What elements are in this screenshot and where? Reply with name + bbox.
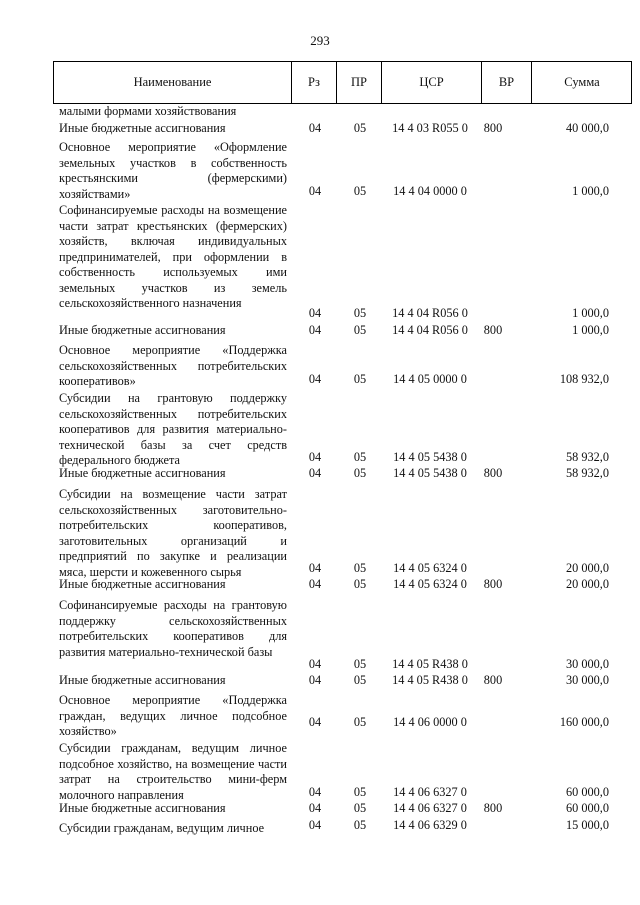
row-pr: 05 [353, 818, 367, 832]
row-pr: 05 [353, 306, 367, 320]
row-sum: 20 000,0 [565, 577, 609, 591]
header-pr: ПР [336, 62, 381, 103]
row-sum: 60 000,0 [565, 801, 609, 815]
row-name: Софинансируемые расходы на грантовую поддержку сельскохозяйственных потребительских кооперативов для развития материально-технической базы [59, 598, 287, 659]
row-pr: 05 [353, 372, 367, 386]
header-vr: ВР [481, 62, 531, 103]
row-pr: 05 [353, 466, 367, 480]
row-sum: 1 000,0 [572, 306, 609, 320]
row-pr: 05 [353, 577, 367, 591]
row-sum: 160 000,0 [559, 715, 609, 729]
row-csr: 14 4 05 6324 0 [393, 577, 467, 591]
row-rz: 04 [308, 577, 322, 591]
row-csr: 14 4 04 R056 0 [392, 306, 468, 320]
row-name: Субсидии на грантовую поддержку сельскохозяйственных потребительских кооперативов для развития материально-технической базы за счет средств федерального бюджета [59, 391, 287, 467]
row-rz: 04 [308, 657, 322, 671]
row-pr: 05 [353, 657, 367, 671]
row-vr: 800 [483, 673, 503, 687]
header-sum: Сумма [531, 62, 632, 103]
row-rz: 04 [308, 785, 322, 799]
row-name: Софинансируемые расходы на возмещение части затрат крестьянских (фермерских) хозяйств, включая индивидуальных предпринимателей, при оформлении в собственность используемых ими земельных участков из земель сельскохозяйственного назначения [59, 203, 287, 310]
row-rz: 04 [308, 715, 322, 729]
row-sum: 1 000,0 [572, 323, 609, 337]
table-row [0, 137, 640, 199]
row-csr: 14 4 06 6327 0 [393, 801, 467, 815]
row-pr: 05 [353, 673, 367, 687]
row-pr: 05 [353, 450, 367, 464]
table-row [0, 199, 640, 323]
row-rz: 04 [308, 561, 322, 575]
row-pr: 05 [353, 323, 367, 337]
table-row [0, 483, 640, 577]
row-rz: 04 [308, 306, 322, 320]
table-row [0, 594, 640, 673]
row-pr: 05 [353, 801, 367, 815]
row-sum: 60 000,0 [565, 785, 609, 799]
row-name: Иные бюджетные ассигнования [59, 673, 226, 687]
table-row [0, 737, 640, 801]
table-row [0, 466, 640, 483]
table-row [0, 673, 640, 690]
row-sum: 108 932,0 [559, 372, 609, 386]
row-rz: 04 [308, 450, 322, 464]
row-sum: 15 000,0 [565, 818, 609, 832]
row-csr: 14 4 05 R438 0 [392, 673, 468, 687]
row-name: Иные бюджетные ассигнования [59, 577, 226, 591]
table-row [0, 801, 640, 818]
row-rz: 04 [308, 184, 322, 198]
table-header [53, 61, 632, 104]
row-csr: 14 4 03 R055 0 [392, 121, 468, 135]
row-csr: 14 4 05 5438 0 [393, 450, 467, 464]
row-rz: 04 [308, 466, 322, 480]
row-pr: 05 [353, 715, 367, 729]
row-name: малыми формами хозяйствования [59, 104, 237, 118]
row-name: Основное мероприятие «Поддержка сельскохозяйственных потребительских кооперативов» [59, 343, 287, 388]
row-vr: 800 [483, 121, 503, 135]
row-vr: 800 [483, 801, 503, 815]
row-rz: 04 [308, 801, 322, 815]
header-name: Наименование [133, 75, 212, 89]
table-body [0, 104, 640, 836]
row-csr: 14 4 05 0000 0 [393, 372, 467, 386]
row-sum: 58 932,0 [565, 466, 609, 480]
table-row [0, 690, 640, 737]
table-row [0, 818, 640, 836]
row-name: Субсидии гражданам, ведущим личное подсобное хозяйство, на возмещение части затрат на строительство мини-ферм молочного направления [59, 741, 287, 802]
table-row [0, 387, 640, 466]
row-csr: 14 4 05 6324 0 [393, 561, 467, 575]
row-name: Иные бюджетные ассигнования [59, 801, 226, 815]
table-row [0, 104, 640, 120]
row-pr: 05 [353, 184, 367, 198]
row-csr: 14 4 06 0000 0 [393, 715, 467, 729]
row-name: Основное мероприятие «Оформление земельных участков в собственность крестьянскими (фермерскими) хозяйствами» [59, 140, 287, 201]
row-sum: 30 000,0 [565, 673, 609, 687]
row-csr: 14 4 05 R438 0 [392, 657, 468, 671]
row-vr: 800 [483, 466, 503, 480]
row-vr: 800 [483, 577, 503, 591]
row-rz: 04 [308, 818, 322, 832]
row-name: Субсидии на возмещение части затрат сельскохозяйственных заготовительно-потребительских кооперативов, заготовительных организаций и предприятий по закупке и реализации мяса, шерсти и кожевенного сырья [59, 487, 287, 579]
row-pr: 05 [353, 785, 367, 799]
row-csr: 14 4 06 6329 0 [393, 818, 467, 832]
row-sum: 20 000,0 [565, 561, 609, 575]
row-name: Основное мероприятие «Поддержка граждан, ведущих личное подсобное хозяйство» [59, 693, 287, 738]
header-rz: Рз [291, 62, 336, 103]
row-rz: 04 [308, 323, 322, 337]
row-name: Субсидии гражданам, ведущим личное [59, 821, 265, 835]
row-sum: 58 932,0 [565, 450, 609, 464]
row-name: Иные бюджетные ассигнования [59, 466, 226, 480]
header-csr: ЦСР [381, 62, 481, 103]
row-csr: 14 4 05 5438 0 [393, 466, 467, 480]
row-rz: 04 [308, 372, 322, 386]
table-row [0, 577, 640, 594]
row-sum: 40 000,0 [565, 121, 609, 135]
row-pr: 05 [353, 121, 367, 135]
row-sum: 30 000,0 [565, 657, 609, 671]
row-csr: 14 4 04 R056 0 [392, 323, 468, 337]
row-rz: 04 [308, 673, 322, 687]
table-row [0, 323, 640, 340]
row-csr: 14 4 04 0000 0 [393, 184, 467, 198]
row-csr: 14 4 06 6327 0 [393, 785, 467, 799]
table-row [0, 340, 640, 387]
row-name: Иные бюджетные ассигнования [59, 121, 226, 135]
row-pr: 05 [353, 561, 367, 575]
page-number: 293 [310, 33, 330, 48]
row-name: Иные бюджетные ассигнования [59, 323, 226, 337]
row-vr: 800 [483, 323, 503, 337]
table-row [0, 120, 640, 137]
row-rz: 04 [308, 121, 322, 135]
row-sum: 1 000,0 [572, 184, 609, 198]
